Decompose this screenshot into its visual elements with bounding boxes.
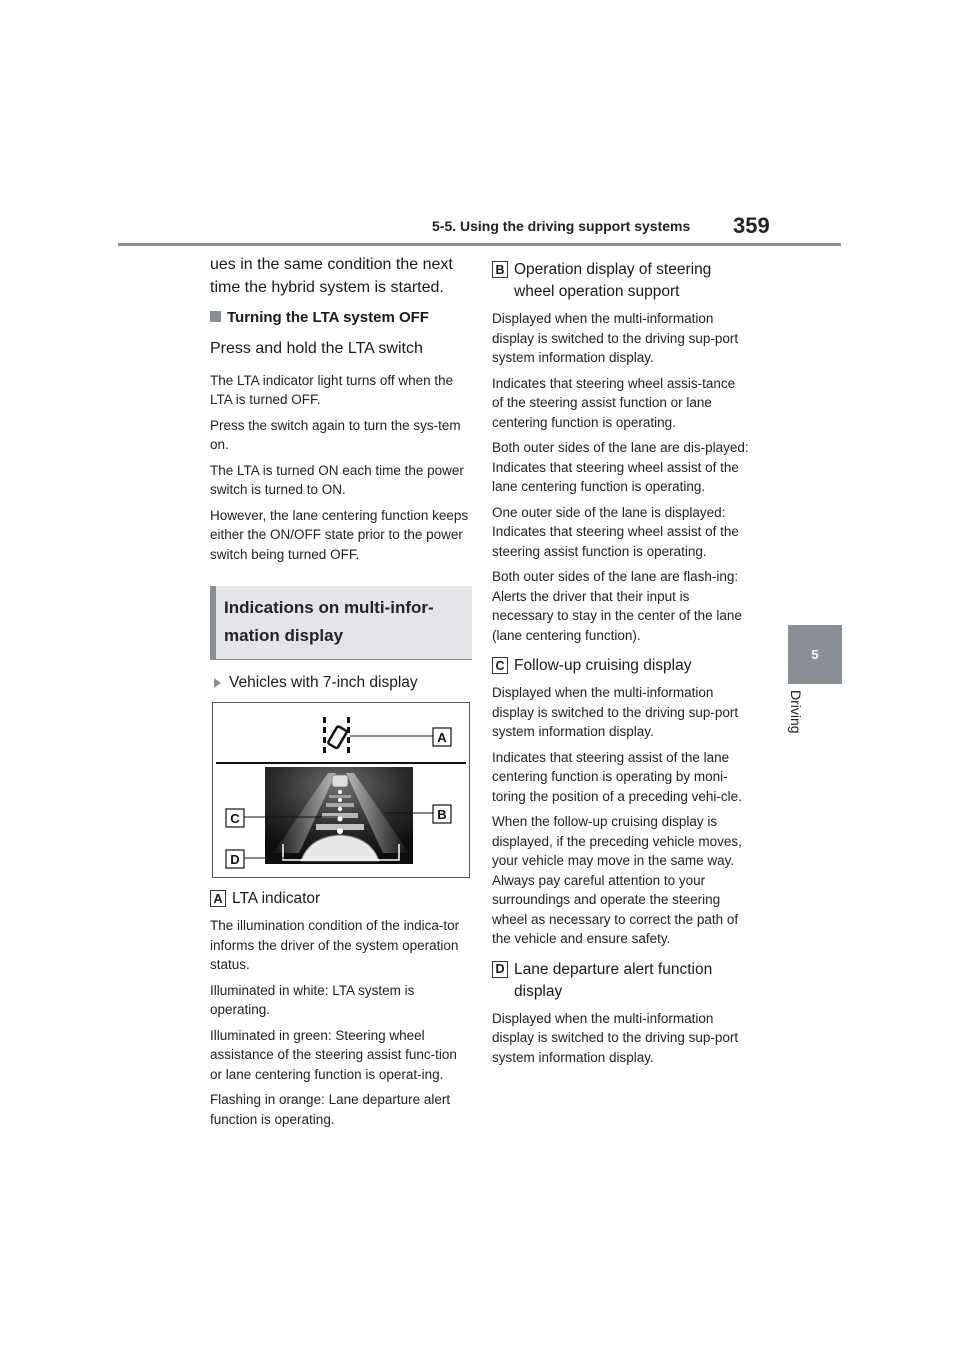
item-a-paragraph: Illuminated in white: LTA system is operating. (210, 982, 415, 1017)
item-a-title: LTA indicator (232, 890, 321, 907)
vehicle-variant-text: Vehicles with 7-inch display (229, 674, 418, 691)
note-paragraph: The LTA is turned ON each time the power switch is turned to ON. (210, 462, 464, 497)
instruction-text: Press and hold the LTA switch (210, 340, 423, 357)
item-c-paragraph: When the follow-up cruising display is displayed, if the preceding vehicle moves, your vehicle may move in the same way. Always pay careful attention to your surroundings and operate the steering wheel as necessary to correct the path of the vehicle and ensure safety. (492, 814, 742, 946)
triangle-bullet-icon (214, 678, 221, 688)
section-heading: Indications on multi-infor-mation display (210, 586, 472, 660)
item-c-label: C (492, 657, 508, 674)
intro-text: ues in the same condition the next time the hybrid system is started. (210, 256, 453, 296)
chapter-tab (788, 625, 842, 684)
item-a-paragraph: The illumination condition of the indica-tor informs the driver of the system operation status. (210, 918, 460, 972)
note-paragraph: However, the lane centering function keeps either the ON/OFF state prior to the power switch being turned OFF. (210, 507, 469, 562)
item-b-label: B (492, 261, 508, 278)
item-c-paragraph: Displayed when the multi-information display is switched to the driving sup-port system information display. (492, 685, 739, 739)
chapter-name: Driving (788, 690, 804, 734)
item-c-paragraph: Indicates that steering assist of the lane centering function is operating by moni-toring the position of a preceding vehi-cle. (492, 749, 742, 804)
square-bullet-icon (210, 311, 221, 322)
callout-c: C (230, 811, 240, 826)
item-b-paragraph: One outer side of the lane is displayed: Indicates that steering wheel assist of the steering assist function is operating. (492, 504, 739, 559)
item-a-label: A (210, 890, 226, 907)
note-paragraph: The LTA indicator light turns off when the LTA is turned OFF. (210, 372, 454, 407)
display-illustration (212, 702, 470, 878)
right-column (492, 259, 750, 1073)
item-a-paragraph: Illuminated in green: Steering wheel assistance of the steering assist func-tion or lane centering function is operat-ing. (210, 1027, 457, 1082)
header-divider (118, 243, 841, 246)
subheading-text: Turning the LTA system OFF (227, 309, 429, 326)
item-a-paragraph: Flashing in orange: Lane departure alert function is operating. (210, 1092, 451, 1127)
item-a-heading (210, 888, 472, 910)
item-b-heading (492, 259, 750, 303)
item-c-heading (492, 655, 750, 677)
callout-a: A (437, 730, 447, 745)
callout-d: D (230, 852, 240, 867)
item-b-paragraph: Both outer sides of the lane are flash-ing: Alerts the driver that their input is necessary to stay in the center of the lane (lane centering function). (492, 569, 742, 643)
item-b-paragraph: Indicates that steering wheel assis-tance of the steering assist function or lane centering function is operating. (492, 375, 736, 430)
item-d-title: Lane departure alert function display (514, 960, 713, 1000)
item-b-title: Operation display of steering wheel operation support (514, 261, 712, 300)
callout-b: B (437, 807, 447, 822)
item-c-title: Follow-up cruising display (514, 657, 692, 674)
multi-information-display-image (213, 703, 469, 877)
note-paragraph: Press the switch again to turn the sys-tem on. (210, 417, 461, 452)
item-d-paragraph: Displayed when the multi-information display is switched to the driving sup-port system information display. (492, 1010, 739, 1065)
lta-indicator-icon (323, 717, 350, 753)
left-column (210, 254, 472, 1135)
item-b-paragraph: Both outer sides of the lane are dis-played: Indicates that steering wheel assist of the lane centering function is operating. (492, 440, 749, 494)
section-title: 5-5. Using the driving support systems (432, 218, 691, 234)
item-b-paragraph: Displayed when the multi-information display is switched to the driving sup-port system information display. (492, 311, 739, 365)
subheading (210, 309, 472, 326)
item-d-heading (492, 959, 750, 1003)
page-number: 359 (733, 213, 770, 238)
vehicle-variant (214, 674, 472, 692)
item-d-label: D (492, 961, 508, 978)
chapter-number: 5 (811, 647, 819, 662)
